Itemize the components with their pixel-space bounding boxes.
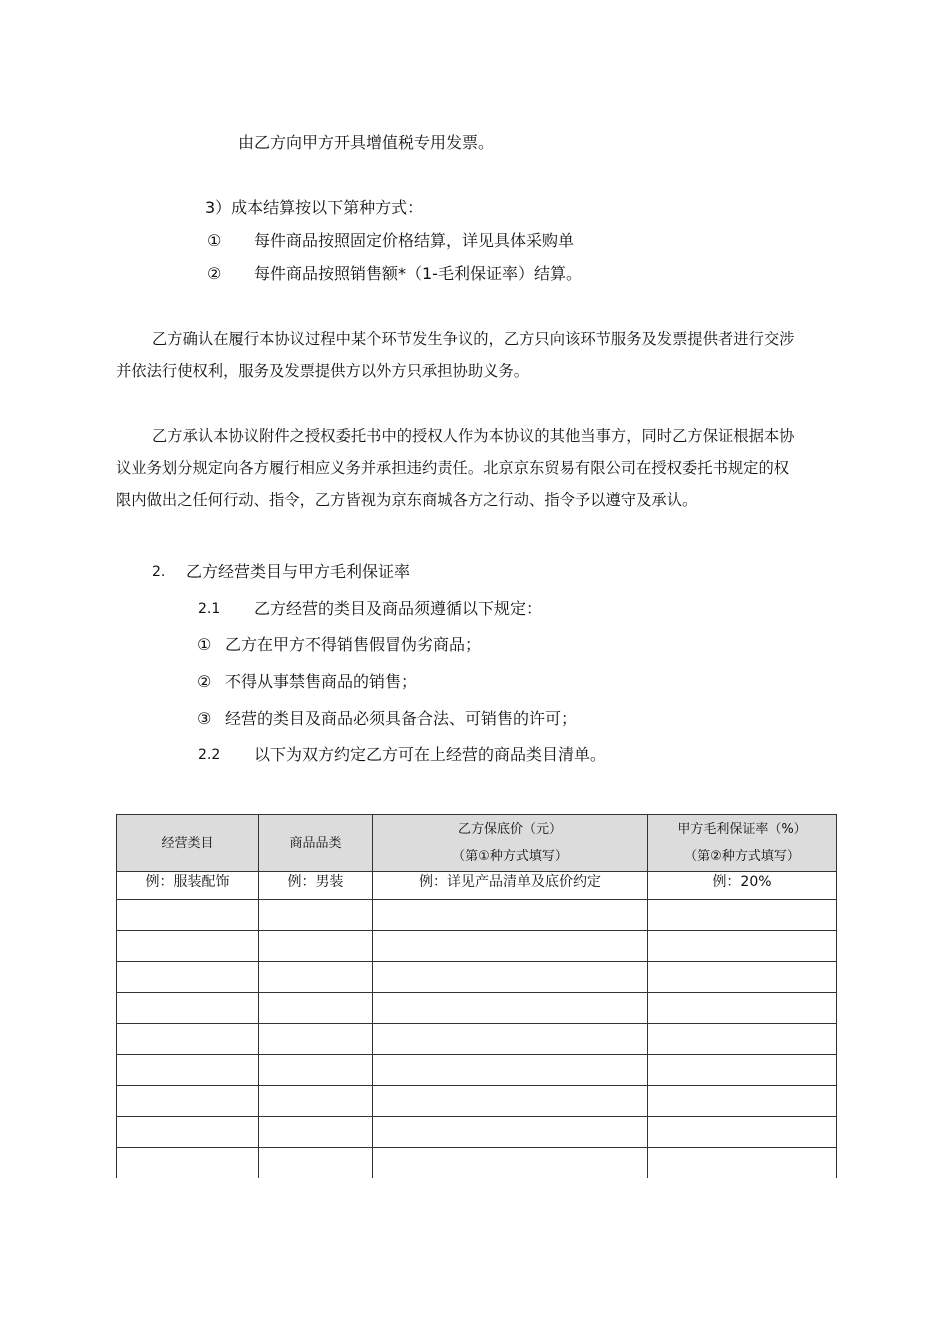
table-row bbox=[117, 1055, 837, 1086]
table-cell[interactable] bbox=[117, 1024, 259, 1055]
table-row bbox=[117, 900, 837, 931]
section-title: 乙方经营类目与甲方毛利保证率 bbox=[186, 562, 411, 581]
table-row bbox=[117, 1117, 837, 1148]
table-cell[interactable] bbox=[259, 900, 373, 931]
example-row bbox=[117, 872, 837, 900]
rule-marker: ③ bbox=[197, 709, 212, 728]
table-cell[interactable] bbox=[117, 931, 259, 962]
table-cell[interactable] bbox=[373, 931, 648, 962]
rule-text: 乙方在甲方不得销售假冒伪劣商品； bbox=[225, 635, 482, 654]
rule-text: 不得从事禁售商品的销售； bbox=[225, 672, 418, 691]
header-cell-margin-rate bbox=[648, 815, 837, 872]
table-cell[interactable] bbox=[117, 1117, 259, 1148]
table-cell[interactable] bbox=[117, 900, 259, 931]
dispute-paragraph-line: 并依法行使权利，服务及发票提供方以外方只承担协助义务。 bbox=[116, 362, 530, 380]
table-row bbox=[117, 1148, 837, 1179]
table-cell[interactable] bbox=[259, 1024, 373, 1055]
section-number: 2. bbox=[152, 564, 166, 580]
table-cell[interactable] bbox=[259, 962, 373, 993]
authorization-paragraph-line: 乙方承认本协议附件之授权委托书中的授权人作为本协议的其他当事方，同时乙方保证根据本协 bbox=[152, 427, 795, 445]
settlement-title: 3）成本结算按以下第种方式： bbox=[205, 198, 424, 217]
table-cell[interactable] bbox=[648, 962, 837, 993]
header-cell-category bbox=[117, 815, 259, 872]
table-cell[interactable] bbox=[373, 962, 648, 993]
table-cell[interactable] bbox=[373, 1117, 648, 1148]
rule-marker: ① bbox=[197, 635, 212, 654]
invoice-line: 由乙方向甲方开具增值税专用发票。 bbox=[238, 133, 495, 152]
table-cell[interactable] bbox=[648, 1024, 837, 1055]
table-cell[interactable]: 例：男装 bbox=[259, 872, 373, 900]
table-cell[interactable] bbox=[373, 993, 648, 1024]
subsection-text: 以下为双方约定乙方可在上经营的商品类目清单。 bbox=[254, 745, 607, 764]
table-cell[interactable] bbox=[259, 931, 373, 962]
table-row bbox=[117, 1024, 837, 1055]
subsection-number: 2.1 bbox=[198, 601, 221, 617]
settlement-option-2: 每件商品按照销售额*（1-毛利保证率）结算。 bbox=[254, 264, 582, 283]
settlement-option-marker: ② bbox=[207, 264, 222, 283]
table-cell[interactable] bbox=[373, 1024, 648, 1055]
table-cell[interactable] bbox=[259, 1148, 373, 1179]
table-row bbox=[117, 931, 837, 962]
table-cell[interactable] bbox=[648, 993, 837, 1024]
table-cell[interactable] bbox=[117, 1086, 259, 1117]
table-cell[interactable] bbox=[373, 1148, 648, 1179]
header-label: 经营类目 bbox=[161, 835, 214, 851]
subsection-number: 2.2 bbox=[198, 747, 221, 763]
settlement-option-1: 每件商品按照固定价格结算，详见具体采购单 bbox=[254, 231, 575, 250]
header-note: （第②种方式填写） bbox=[684, 849, 800, 864]
authorization-paragraph-line: 限内做出之任何行动、指令，乙方皆视为京东商城各方之行动、指令予以遵守及承认。 bbox=[116, 491, 698, 509]
table-cell[interactable] bbox=[648, 900, 837, 931]
rule-text: 经营的类目及商品必须具备合法、可销售的许可； bbox=[225, 709, 578, 728]
table-cell[interactable] bbox=[117, 1055, 259, 1086]
table-row bbox=[117, 993, 837, 1024]
settlement-option-marker: ① bbox=[207, 231, 222, 250]
table-cell[interactable] bbox=[648, 931, 837, 962]
table-cell[interactable]: 例：详见产品清单及底价约定 bbox=[373, 872, 648, 900]
header-note: （第①种方式填写） bbox=[452, 849, 568, 864]
table-cell[interactable] bbox=[259, 1086, 373, 1117]
table-cell[interactable] bbox=[259, 1055, 373, 1086]
header-label: 甲方毛利保证率（%） bbox=[677, 822, 807, 837]
dispute-paragraph-line: 乙方确认在履行本协议过程中某个环节发生争议的，乙方只向该环节服务及发票提供者进行交涉 bbox=[152, 330, 795, 348]
table-cell[interactable] bbox=[117, 993, 259, 1024]
table-header-row bbox=[117, 815, 837, 872]
table-cell[interactable] bbox=[117, 1148, 259, 1179]
header-label: 乙方保底价（元） bbox=[457, 822, 562, 837]
table-cell[interactable] bbox=[373, 900, 648, 931]
table-cell[interactable]: 例：服装配饰 bbox=[117, 872, 259, 900]
authorization-paragraph-line: 议业务划分规定向各方履行相应义务并承担违约责任。北京京东贸易有限公司在授权委托书规定的权 bbox=[116, 459, 790, 477]
table-cell[interactable] bbox=[259, 1117, 373, 1148]
table-cell[interactable] bbox=[373, 1055, 648, 1086]
table-cell[interactable] bbox=[117, 962, 259, 993]
header-label: 商品品类 bbox=[289, 835, 342, 851]
table-cell[interactable] bbox=[648, 1148, 837, 1179]
table-cell[interactable] bbox=[648, 1086, 837, 1117]
table-cell[interactable] bbox=[259, 993, 373, 1024]
subsection-text: 乙方经营的类目及商品须遵循以下规定： bbox=[254, 599, 543, 618]
rule-marker: ② bbox=[197, 672, 212, 691]
table-cell[interactable]: 例：20% bbox=[648, 872, 837, 900]
table-cell[interactable] bbox=[373, 1086, 648, 1117]
table-cell[interactable] bbox=[648, 1117, 837, 1148]
header-cell-product-type bbox=[259, 815, 373, 872]
category-table bbox=[116, 814, 837, 1178]
header-cell-floor-price bbox=[373, 815, 648, 872]
table-cell[interactable] bbox=[648, 1055, 837, 1086]
table-row bbox=[117, 1086, 837, 1117]
table-row bbox=[117, 962, 837, 993]
